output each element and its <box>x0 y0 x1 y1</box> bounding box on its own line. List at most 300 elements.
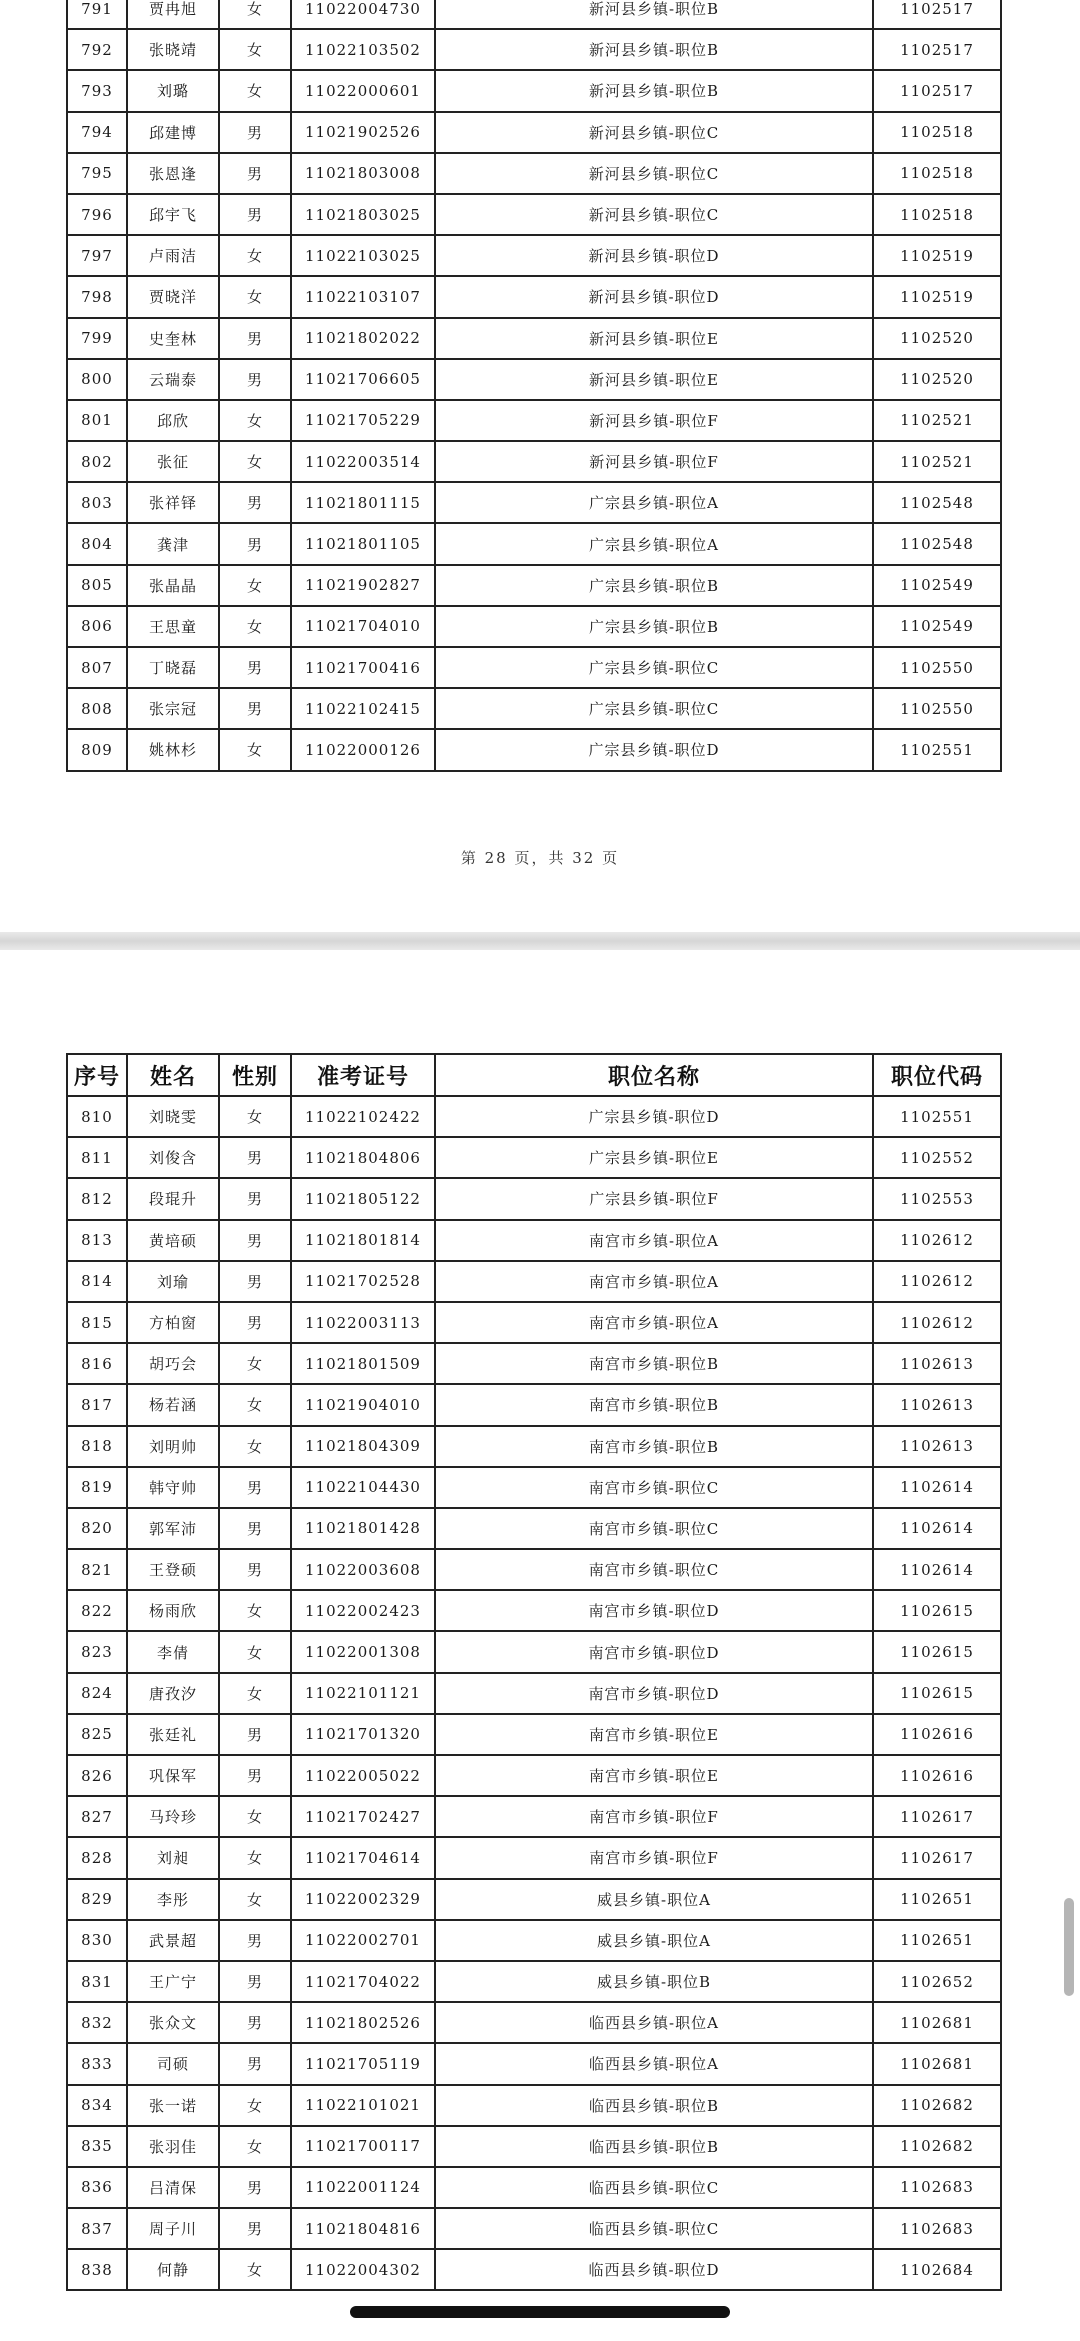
cell-exam-number: 11021702427 <box>291 1796 435 1837</box>
cell-position-name: 广宗县乡镇-职位A <box>435 482 873 523</box>
cell-seq: 834 <box>67 2085 127 2126</box>
cell-position-code: 1102682 <box>873 2085 1001 2126</box>
cell-seq: 796 <box>67 194 127 235</box>
cell-exam-number: 11021705119 <box>291 2043 435 2084</box>
cell-sex: 女 <box>219 1384 291 1425</box>
cell-name: 邱建博 <box>127 112 219 153</box>
cell-seq: 808 <box>67 688 127 729</box>
cell-sex: 女 <box>219 1796 291 1837</box>
cell-position-code: 1102520 <box>873 359 1001 400</box>
home-indicator[interactable] <box>350 2306 730 2318</box>
cell-sex: 男 <box>219 1261 291 1302</box>
table-row <box>67 1261 1001 1302</box>
table-row <box>67 1673 1001 1714</box>
candidate-table-page-28 <box>66 0 1002 772</box>
cell-position-name: 广宗县乡镇-职位D <box>435 729 873 770</box>
cell-sex: 女 <box>219 441 291 482</box>
cell-seq: 801 <box>67 400 127 441</box>
table-row <box>67 70 1001 111</box>
cell-position-name: 南宫市乡镇-职位E <box>435 1714 873 1755</box>
cell-seq: 819 <box>67 1467 127 1508</box>
cell-name: 何静 <box>127 2249 219 2290</box>
cell-sex: 男 <box>219 1755 291 1796</box>
cell-position-name: 威县乡镇-职位A <box>435 1920 873 1961</box>
table-row <box>67 2002 1001 2043</box>
cell-name: 李彤 <box>127 1879 219 1920</box>
table-row <box>67 2167 1001 2208</box>
document-page-28 <box>0 0 1080 932</box>
table-row <box>67 1508 1001 1549</box>
cell-name: 胡巧会 <box>127 1343 219 1384</box>
cell-sex: 男 <box>219 2208 291 2249</box>
cell-seq: 837 <box>67 2208 127 2249</box>
cell-exam-number: 11022103025 <box>291 235 435 276</box>
cell-name: 周子川 <box>127 2208 219 2249</box>
cell-sex: 男 <box>219 1467 291 1508</box>
cell-name: 邱欣 <box>127 400 219 441</box>
table-row <box>67 688 1001 729</box>
cell-position-name: 南宫市乡镇-职位F <box>435 1796 873 1837</box>
cell-position-code: 1102614 <box>873 1508 1001 1549</box>
cell-seq: 824 <box>67 1673 127 1714</box>
cell-name: 刘昶 <box>127 1837 219 1878</box>
cell-position-code: 1102551 <box>873 729 1001 770</box>
cell-seq: 838 <box>67 2249 127 2290</box>
cell-exam-number: 11022000601 <box>291 70 435 111</box>
table-row <box>67 1879 1001 1920</box>
cell-position-name: 南宫市乡镇-职位A <box>435 1261 873 1302</box>
cell-exam-number: 11021801509 <box>291 1343 435 1384</box>
cell-position-name: 广宗县乡镇-职位C <box>435 647 873 688</box>
cell-exam-number: 11022102415 <box>291 688 435 729</box>
cell-sex: 女 <box>219 1426 291 1467</box>
cell-exam-number: 11021902526 <box>291 112 435 153</box>
cell-seq: 795 <box>67 153 127 194</box>
cell-name: 刘晓雯 <box>127 1096 219 1137</box>
table-row <box>67 1137 1001 1178</box>
cell-seq: 817 <box>67 1384 127 1425</box>
cell-position-code: 1102651 <box>873 1920 1001 1961</box>
cell-position-code: 1102521 <box>873 441 1001 482</box>
cell-name: 姚林杉 <box>127 729 219 770</box>
table-row <box>67 2085 1001 2126</box>
cell-seq: 811 <box>67 1137 127 1178</box>
cell-sex: 女 <box>219 29 291 70</box>
header-position-code: 职位代码 <box>873 1054 1001 1096</box>
cell-sex: 女 <box>219 276 291 317</box>
cell-seq: 831 <box>67 1961 127 2002</box>
cell-exam-number: 11021802022 <box>291 318 435 359</box>
cell-sex: 女 <box>219 1879 291 1920</box>
cell-name: 贾冉旭 <box>127 0 219 29</box>
cell-position-name: 新河县乡镇-职位B <box>435 70 873 111</box>
cell-position-code: 1102652 <box>873 1961 1001 2002</box>
cell-name: 王思童 <box>127 606 219 647</box>
cell-exam-number: 11021706605 <box>291 359 435 400</box>
cell-position-name: 临西县乡镇-职位B <box>435 2085 873 2126</box>
header-sex: 性别 <box>219 1054 291 1096</box>
cell-name: 张征 <box>127 441 219 482</box>
cell-seq: 791 <box>67 0 127 29</box>
cell-name: 杨若涵 <box>127 1384 219 1425</box>
table-row <box>67 318 1001 359</box>
cell-sex: 男 <box>219 359 291 400</box>
cell-position-code: 1102615 <box>873 1673 1001 1714</box>
cell-exam-number: 11022101121 <box>291 1673 435 1714</box>
cell-position-code: 1102612 <box>873 1302 1001 1343</box>
table-row <box>67 2208 1001 2249</box>
cell-position-name: 新河县乡镇-职位F <box>435 400 873 441</box>
cell-sex: 男 <box>219 112 291 153</box>
cell-exam-number: 11021704010 <box>291 606 435 647</box>
table-row <box>67 153 1001 194</box>
cell-seq: 823 <box>67 1631 127 1672</box>
cell-position-code: 1102683 <box>873 2208 1001 2249</box>
cell-exam-number: 11022005022 <box>291 1755 435 1796</box>
cell-position-code: 1102551 <box>873 1096 1001 1137</box>
cell-name: 黄培硕 <box>127 1220 219 1261</box>
cell-position-code: 1102683 <box>873 2167 1001 2208</box>
scrollbar-thumb[interactable] <box>1064 1898 1074 1996</box>
cell-seq: 832 <box>67 2002 127 2043</box>
cell-seq: 805 <box>67 565 127 606</box>
cell-position-name: 临西县乡镇-职位B <box>435 2126 873 2167</box>
cell-name: 武景超 <box>127 1920 219 1961</box>
cell-name: 王登硕 <box>127 1549 219 1590</box>
cell-position-code: 1102612 <box>873 1261 1001 1302</box>
cell-name: 韩守帅 <box>127 1467 219 1508</box>
cell-sex: 女 <box>219 2249 291 2290</box>
cell-seq: 818 <box>67 1426 127 1467</box>
cell-seq: 829 <box>67 1879 127 1920</box>
cell-sex: 男 <box>219 1508 291 1549</box>
cell-seq: 815 <box>67 1302 127 1343</box>
cell-exam-number: 11021705229 <box>291 400 435 441</box>
cell-position-name: 南宫市乡镇-职位F <box>435 1837 873 1878</box>
cell-exam-number: 11022002423 <box>291 1590 435 1631</box>
cell-position-code: 1102519 <box>873 235 1001 276</box>
cell-seq: 833 <box>67 2043 127 2084</box>
table-row <box>67 1302 1001 1343</box>
candidate-table-body <box>67 1096 1001 2290</box>
cell-position-name: 威县乡镇-职位A <box>435 1879 873 1920</box>
cell-position-code: 1102549 <box>873 606 1001 647</box>
cell-position-code: 1102518 <box>873 153 1001 194</box>
cell-position-name: 新河县乡镇-职位D <box>435 276 873 317</box>
cell-seq: 806 <box>67 606 127 647</box>
cell-name: 巩保军 <box>127 1755 219 1796</box>
cell-seq: 830 <box>67 1920 127 1961</box>
cell-name: 刘瑜 <box>127 1261 219 1302</box>
cell-sex: 男 <box>219 1961 291 2002</box>
cell-position-name: 广宗县乡镇-职位C <box>435 688 873 729</box>
cell-sex: 女 <box>219 70 291 111</box>
cell-name: 方柏窗 <box>127 1302 219 1343</box>
cell-name: 王广宁 <box>127 1961 219 2002</box>
cell-seq: 814 <box>67 1261 127 1302</box>
table-row <box>67 2126 1001 2167</box>
cell-exam-number: 11021902827 <box>291 565 435 606</box>
cell-name: 段琨升 <box>127 1178 219 1219</box>
cell-position-name: 新河县乡镇-职位E <box>435 359 873 400</box>
cell-position-name: 新河县乡镇-职位C <box>435 194 873 235</box>
table-row <box>67 1920 1001 1961</box>
cell-seq: 804 <box>67 523 127 564</box>
cell-exam-number: 11021805122 <box>291 1178 435 1219</box>
cell-position-name: 新河县乡镇-职位B <box>435 0 873 29</box>
cell-position-name: 南宫市乡镇-职位C <box>435 1508 873 1549</box>
cell-name: 丁晓磊 <box>127 647 219 688</box>
cell-exam-number: 11021801814 <box>291 1220 435 1261</box>
cell-sex: 女 <box>219 0 291 29</box>
cell-exam-number: 11022001308 <box>291 1631 435 1672</box>
cell-seq: 792 <box>67 29 127 70</box>
table-row <box>67 112 1001 153</box>
cell-position-code: 1102613 <box>873 1426 1001 1467</box>
cell-position-code: 1102612 <box>873 1220 1001 1261</box>
cell-sex: 男 <box>219 1714 291 1755</box>
cell-name: 张恩逢 <box>127 153 219 194</box>
cell-exam-number: 11022000126 <box>291 729 435 770</box>
cell-sex: 男 <box>219 318 291 359</box>
cell-name: 司硕 <box>127 2043 219 2084</box>
cell-seq: 821 <box>67 1549 127 1590</box>
cell-sex: 男 <box>219 1920 291 1961</box>
cell-sex: 男 <box>219 2043 291 2084</box>
table-row <box>67 1837 1001 1878</box>
table-row <box>67 194 1001 235</box>
cell-seq: 803 <box>67 482 127 523</box>
cell-position-code: 1102550 <box>873 688 1001 729</box>
cell-position-code: 1102518 <box>873 194 1001 235</box>
cell-sex: 男 <box>219 482 291 523</box>
cell-position-name: 临西县乡镇-职位A <box>435 2002 873 2043</box>
cell-exam-number: 11021802526 <box>291 2002 435 2043</box>
table-row <box>67 29 1001 70</box>
cell-name: 云瑞泰 <box>127 359 219 400</box>
cell-name: 杨雨欣 <box>127 1590 219 1631</box>
table-row <box>67 606 1001 647</box>
cell-seq: 816 <box>67 1343 127 1384</box>
table-row <box>67 2249 1001 2290</box>
cell-name: 张羽佳 <box>127 2126 219 2167</box>
cell-position-code: 1102614 <box>873 1467 1001 1508</box>
cell-position-name: 新河县乡镇-职位D <box>435 235 873 276</box>
cell-position-name: 广宗县乡镇-职位B <box>435 565 873 606</box>
cell-position-code: 1102519 <box>873 276 1001 317</box>
cell-position-code: 1102517 <box>873 0 1001 29</box>
cell-exam-number: 11021700117 <box>291 2126 435 2167</box>
cell-position-name: 南宫市乡镇-职位A <box>435 1220 873 1261</box>
cell-name: 李倩 <box>127 1631 219 1672</box>
cell-exam-number: 11022004302 <box>291 2249 435 2290</box>
cell-seq: 820 <box>67 1508 127 1549</box>
table-row <box>67 729 1001 770</box>
cell-seq: 798 <box>67 276 127 317</box>
table-row <box>67 1178 1001 1219</box>
cell-name: 刘俊含 <box>127 1137 219 1178</box>
cell-sex: 男 <box>219 647 291 688</box>
header-position-name: 职位名称 <box>435 1054 873 1096</box>
cell-name: 张晶晶 <box>127 565 219 606</box>
cell-sex: 男 <box>219 1220 291 1261</box>
cell-seq: 828 <box>67 1837 127 1878</box>
cell-position-name: 临西县乡镇-职位C <box>435 2167 873 2208</box>
cell-sex: 男 <box>219 1178 291 1219</box>
cell-position-name: 威县乡镇-职位B <box>435 1961 873 2002</box>
cell-name: 唐孜汐 <box>127 1673 219 1714</box>
cell-name: 张廷礼 <box>127 1714 219 1755</box>
cell-exam-number: 11021704022 <box>291 1961 435 2002</box>
cell-name: 张晓靖 <box>127 29 219 70</box>
cell-position-code: 1102552 <box>873 1137 1001 1178</box>
cell-exam-number: 11022003113 <box>291 1302 435 1343</box>
cell-exam-number: 11022003514 <box>291 441 435 482</box>
cell-position-code: 1102548 <box>873 482 1001 523</box>
cell-position-name: 南宫市乡镇-职位C <box>435 1549 873 1590</box>
cell-sex: 男 <box>219 1302 291 1343</box>
cell-sex: 女 <box>219 2126 291 2167</box>
cell-position-code: 1102616 <box>873 1755 1001 1796</box>
cell-position-code: 1102613 <box>873 1343 1001 1384</box>
cell-seq: 793 <box>67 70 127 111</box>
cell-position-code: 1102681 <box>873 2043 1001 2084</box>
cell-position-name: 南宫市乡镇-职位D <box>435 1631 873 1672</box>
table-row <box>67 1549 1001 1590</box>
cell-position-name: 广宗县乡镇-职位F <box>435 1178 873 1219</box>
cell-position-name: 广宗县乡镇-职位A <box>435 523 873 564</box>
table-row <box>67 1961 1001 2002</box>
cell-name: 邱宇飞 <box>127 194 219 235</box>
cell-name: 刘璐 <box>127 70 219 111</box>
cell-position-code: 1102548 <box>873 523 1001 564</box>
cell-seq: 800 <box>67 359 127 400</box>
cell-position-name: 新河县乡镇-职位C <box>435 112 873 153</box>
cell-seq: 797 <box>67 235 127 276</box>
cell-exam-number: 11022101021 <box>291 2085 435 2126</box>
cell-exam-number: 11021704614 <box>291 1837 435 1878</box>
cell-position-code: 1102549 <box>873 565 1001 606</box>
cell-position-name: 南宫市乡镇-职位E <box>435 1755 873 1796</box>
header-exam-number: 准考证号 <box>291 1054 435 1096</box>
table-row <box>67 1096 1001 1137</box>
cell-position-name: 南宫市乡镇-职位B <box>435 1384 873 1425</box>
table-row <box>67 1467 1001 1508</box>
document-page-29 <box>0 950 1080 2341</box>
table-row <box>67 1796 1001 1837</box>
cell-sex: 女 <box>219 1343 291 1384</box>
cell-seq: 835 <box>67 2126 127 2167</box>
cell-name: 张众文 <box>127 2002 219 2043</box>
cell-sex: 男 <box>219 1549 291 1590</box>
cell-seq: 822 <box>67 1590 127 1631</box>
cell-exam-number: 11021701320 <box>291 1714 435 1755</box>
table-row <box>67 647 1001 688</box>
cell-seq: 794 <box>67 112 127 153</box>
table-row <box>67 276 1001 317</box>
table-row <box>67 523 1001 564</box>
cell-exam-number: 11021803008 <box>291 153 435 194</box>
cell-sex: 男 <box>219 1137 291 1178</box>
cell-position-name: 新河县乡镇-职位C <box>435 153 873 194</box>
cell-exam-number: 11022103107 <box>291 276 435 317</box>
cell-name: 马玲珍 <box>127 1796 219 1837</box>
table-row <box>67 1384 1001 1425</box>
cell-position-code: 1102614 <box>873 1549 1001 1590</box>
cell-position-code: 1102613 <box>873 1384 1001 1425</box>
cell-name: 贾晓洋 <box>127 276 219 317</box>
cell-seq: 812 <box>67 1178 127 1219</box>
cell-name: 卢雨洁 <box>127 235 219 276</box>
cell-name: 张宗冠 <box>127 688 219 729</box>
cell-position-name: 临西县乡镇-职位C <box>435 2208 873 2249</box>
table-header-row <box>67 1054 1001 1096</box>
cell-seq: 799 <box>67 318 127 359</box>
cell-name: 龚津 <box>127 523 219 564</box>
table-row <box>67 0 1001 29</box>
cell-sex: 男 <box>219 153 291 194</box>
header-name: 姓名 <box>127 1054 219 1096</box>
cell-exam-number: 11022004730 <box>291 0 435 29</box>
cell-seq: 826 <box>67 1755 127 1796</box>
cell-position-name: 南宫市乡镇-职位A <box>435 1302 873 1343</box>
cell-seq: 807 <box>67 647 127 688</box>
cell-position-code: 1102651 <box>873 1879 1001 1920</box>
cell-sex: 男 <box>219 2002 291 2043</box>
cell-position-code: 1102517 <box>873 70 1001 111</box>
cell-sex: 女 <box>219 1096 291 1137</box>
cell-position-code: 1102517 <box>873 29 1001 70</box>
cell-position-name: 南宫市乡镇-职位D <box>435 1673 873 1714</box>
table-row <box>67 565 1001 606</box>
cell-sex: 女 <box>219 1590 291 1631</box>
page-separator <box>0 932 1080 950</box>
cell-position-code: 1102617 <box>873 1796 1001 1837</box>
cell-seq: 836 <box>67 2167 127 2208</box>
cell-sex: 女 <box>219 1673 291 1714</box>
table-row <box>67 2043 1001 2084</box>
cell-sex: 男 <box>219 523 291 564</box>
cell-position-name: 南宫市乡镇-职位C <box>435 1467 873 1508</box>
cell-exam-number: 11022102422 <box>291 1096 435 1137</box>
table-row <box>67 1755 1001 1796</box>
table-row <box>67 1714 1001 1755</box>
cell-name: 史奎林 <box>127 318 219 359</box>
table-row <box>67 1220 1001 1261</box>
cell-position-name: 广宗县乡镇-职位D <box>435 1096 873 1137</box>
cell-sex: 女 <box>219 565 291 606</box>
cell-sex: 女 <box>219 2085 291 2126</box>
cell-position-name: 广宗县乡镇-职位E <box>435 1137 873 1178</box>
cell-exam-number: 11021804816 <box>291 2208 435 2249</box>
cell-exam-number: 11021801105 <box>291 523 435 564</box>
table-row <box>67 400 1001 441</box>
cell-position-name: 临西县乡镇-职位A <box>435 2043 873 2084</box>
cell-seq: 802 <box>67 441 127 482</box>
cell-exam-number: 11021801428 <box>291 1508 435 1549</box>
cell-position-code: 1102684 <box>873 2249 1001 2290</box>
cell-sex: 男 <box>219 688 291 729</box>
cell-position-name: 新河县乡镇-职位E <box>435 318 873 359</box>
table-row <box>67 441 1001 482</box>
cell-name: 张祥铎 <box>127 482 219 523</box>
cell-position-name: 新河县乡镇-职位B <box>435 29 873 70</box>
cell-sex: 女 <box>219 235 291 276</box>
cell-exam-number: 11022104430 <box>291 1467 435 1508</box>
cell-position-name: 南宫市乡镇-职位B <box>435 1426 873 1467</box>
cell-position-code: 1102521 <box>873 400 1001 441</box>
cell-seq: 810 <box>67 1096 127 1137</box>
